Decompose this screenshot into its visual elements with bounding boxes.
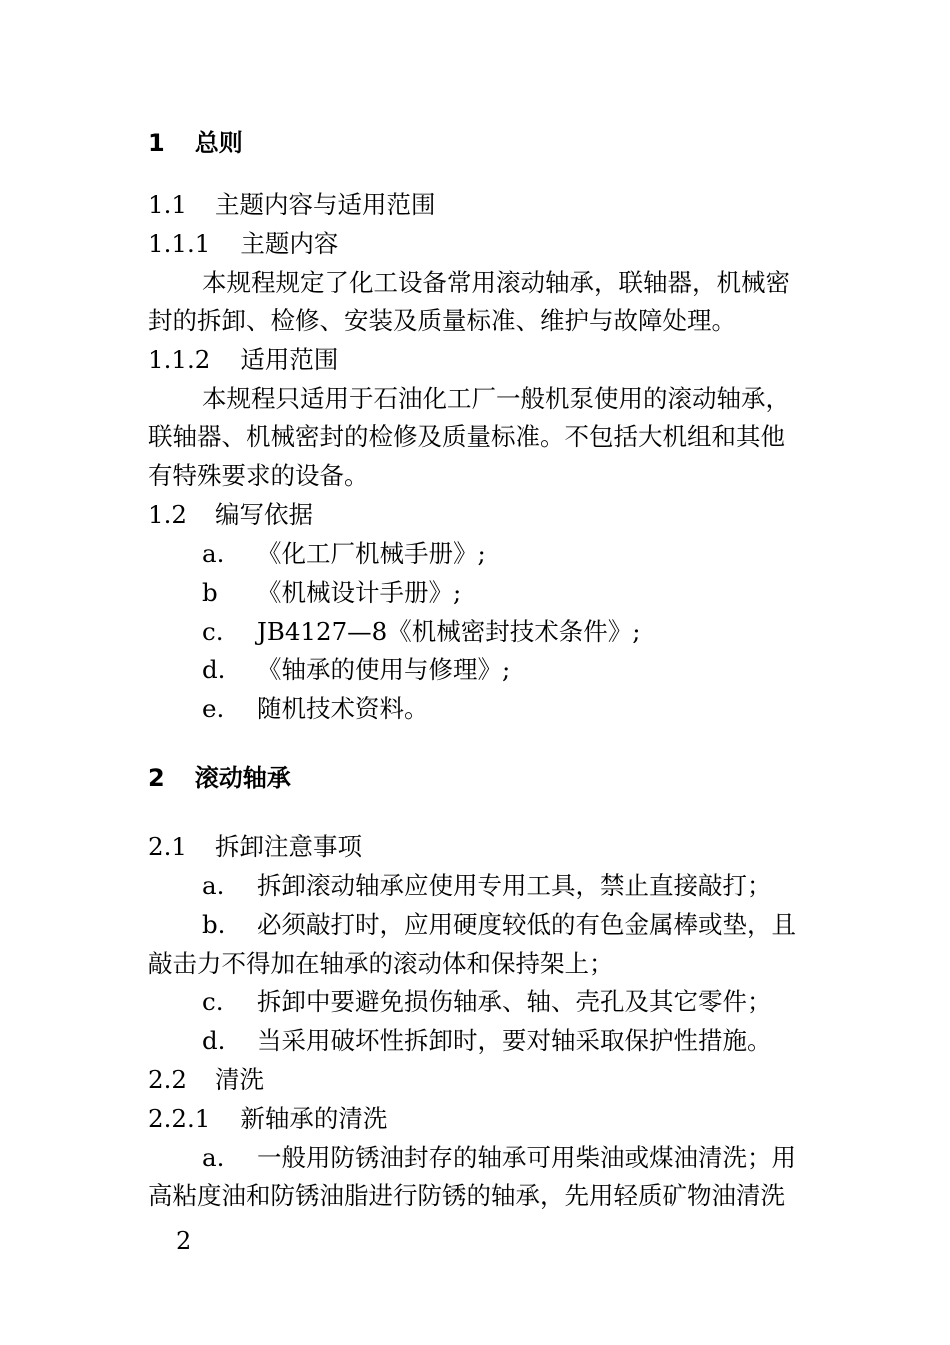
list-item xyxy=(202,1026,772,1056)
subsection-heading-2-1 xyxy=(148,832,362,862)
list-label: d. xyxy=(202,655,226,684)
reference-item xyxy=(202,617,641,647)
list-label: b. xyxy=(202,910,226,939)
item-number: 1.1.2 xyxy=(148,345,211,374)
item-title: 主题内容 xyxy=(240,229,339,258)
subsection-title: 清洗 xyxy=(214,1065,264,1094)
list-text: 《机械设计手册》; xyxy=(257,578,462,607)
list-label: c. xyxy=(202,617,224,646)
section-number: 2 xyxy=(148,764,165,792)
subsection-heading-1-2 xyxy=(148,500,313,530)
list-label: a. xyxy=(202,1143,225,1172)
page-number: 2 xyxy=(176,1227,192,1255)
section-heading-2 xyxy=(148,763,291,793)
list-text: 必须敲打时，应用硬度较低的有色金属棒或垫，且 xyxy=(257,910,796,939)
reference-item xyxy=(202,655,510,685)
item-title: 新轴承的清洗 xyxy=(240,1104,388,1133)
list-text: 《轴承的使用与修理》; xyxy=(257,655,511,684)
list-text: 当采用破坏性拆卸时，要对轴采取保护性措施。 xyxy=(257,1026,772,1055)
subsection-number: 2.1 xyxy=(148,832,187,861)
subsection-title: 编写依据 xyxy=(214,500,313,529)
subsection-number: 2.2 xyxy=(148,1065,187,1094)
paragraph-line: 封的拆卸、检修、安装及质量标准、维护与故障处理。 xyxy=(148,306,736,335)
list-text: JB4127—8《机械密封技术条件》; xyxy=(257,617,641,646)
paragraph-line: 联轴器、机械密封的检修及质量标准。不包括大机组和其他 xyxy=(148,422,785,451)
list-item-continuation: 敲击力不得加在轴承的滚动体和保持架上； xyxy=(148,949,614,978)
paragraph-line: 本规程只适用于石油化工厂一般机泵使用的滚动轴承， xyxy=(202,384,790,413)
list-item xyxy=(202,987,772,1017)
reference-item xyxy=(202,578,461,608)
section-number: 1 xyxy=(148,129,165,157)
subsection-heading-2-2 xyxy=(148,1065,264,1095)
reference-item xyxy=(202,539,486,569)
item-heading-1-1-1 xyxy=(148,229,338,259)
list-item-continuation: 高粘度油和防锈油脂进行防锈的轴承，先用轻质矿物油清洗 xyxy=(148,1181,785,1210)
list-text: 《化工厂机械手册》; xyxy=(257,539,486,568)
item-title: 适用范围 xyxy=(240,345,339,374)
list-label: a. xyxy=(202,871,225,900)
list-item xyxy=(202,910,796,940)
section-title: 总则 xyxy=(194,129,243,157)
reference-item xyxy=(202,694,429,724)
item-number: 1.1.1 xyxy=(148,229,211,258)
paragraph-line: 有特殊要求的设备。 xyxy=(148,461,369,490)
list-item xyxy=(202,871,772,901)
subsection-heading-1-1 xyxy=(148,190,435,220)
subsection-title: 拆卸注意事项 xyxy=(214,832,362,861)
list-label: d. xyxy=(202,1026,226,1055)
subsection-number: 1.2 xyxy=(148,500,187,529)
list-label: a. xyxy=(202,539,225,568)
list-text: 拆卸中要避免损伤轴承、轴、壳孔及其它零件； xyxy=(257,987,772,1016)
list-label: e. xyxy=(202,694,225,723)
item-heading-2-2-1 xyxy=(148,1104,387,1134)
list-text: 随机技术资料。 xyxy=(257,694,429,723)
section-heading-1 xyxy=(148,128,243,158)
list-label: c. xyxy=(202,987,224,1016)
subsection-title: 主题内容与适用范围 xyxy=(214,190,436,219)
section-title: 滚动轴承 xyxy=(194,764,291,792)
list-item xyxy=(202,1143,796,1173)
list-text: 一般用防锈油封存的轴承可用柴油或煤油清洗；用 xyxy=(257,1143,796,1172)
list-text: 拆卸滚动轴承应使用专用工具，禁止直接敲打； xyxy=(257,871,772,900)
list-label: b xyxy=(202,578,218,607)
item-number: 2.2.1 xyxy=(148,1104,211,1133)
paragraph-line: 本规程规定了化工设备常用滚动轴承，联轴器，机械密 xyxy=(202,268,790,297)
item-heading-1-1-2 xyxy=(148,345,338,375)
subsection-number: 1.1 xyxy=(148,190,187,219)
